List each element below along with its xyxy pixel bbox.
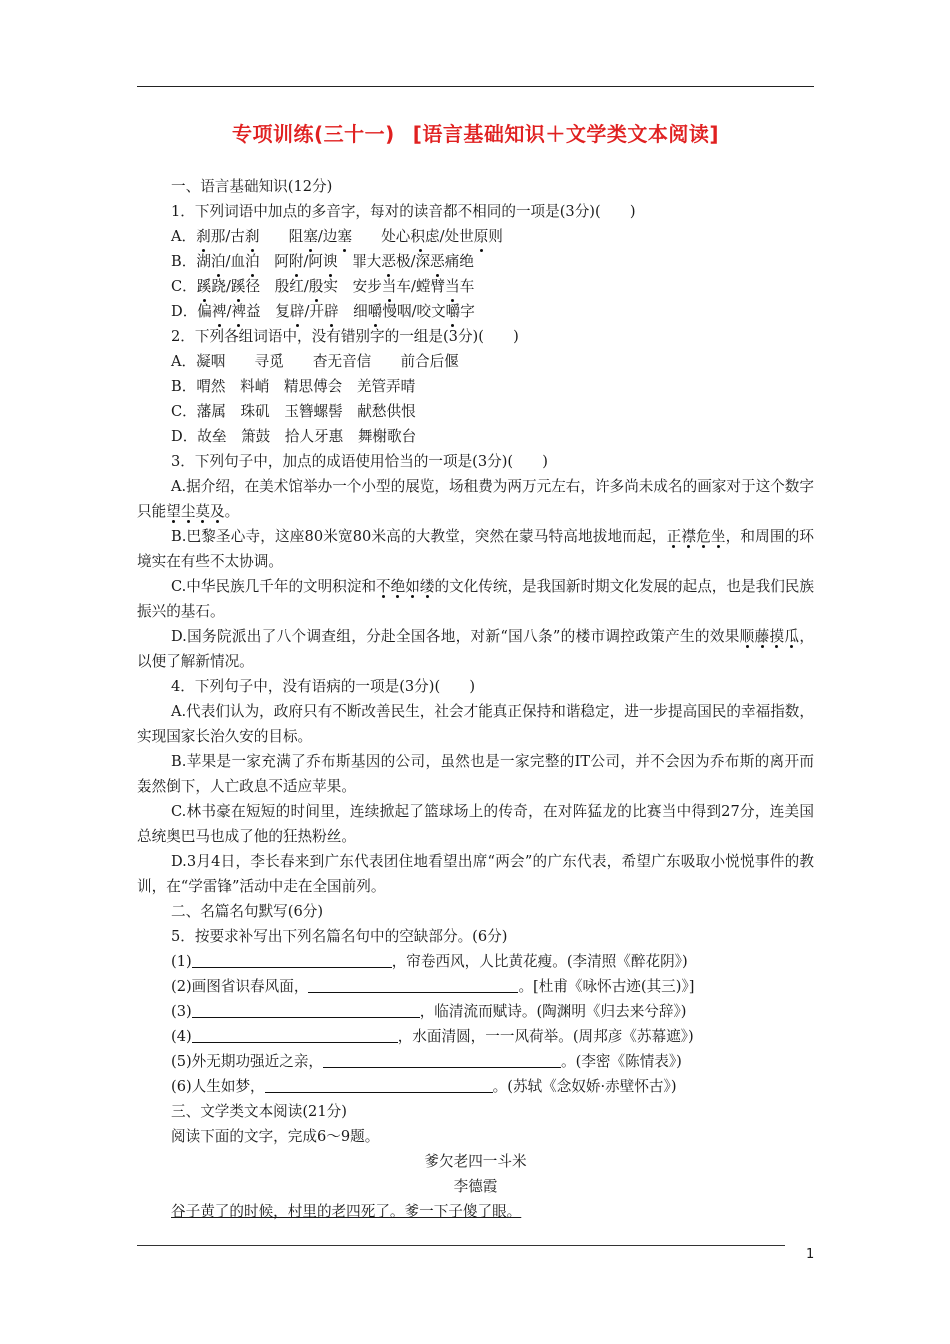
q2-option-c: C．藩属 珠矶 玉簪螺髻 献愁供恨 (171, 403, 416, 420)
question-4: 4．下列句子中，没有语病的一项是(3分)( ) (171, 678, 476, 695)
q3-option-c: C.中华民族几千年的文明积淀和不绝如缕的文化传统，是我国新时期文化发展的起点，也是我们民族振兴的基石。 (137, 578, 814, 620)
q1-option-a: A．刹那/古刹 阻塞/边塞 处心积虑/处世原则 (137, 224, 814, 249)
answer-blank (308, 976, 518, 993)
q1-option-d: D．偏裨/裨益 复辟/开辟 细嚼慢咽/咬文嚼字 (137, 299, 814, 324)
answer-blank (192, 1026, 398, 1043)
dotted-idiom: 正襟危坐 (666, 528, 726, 545)
q3-option-d: D.国务院派出了八个调查组，分赴全国各地，对新“国八条”的楼市调控政策产生的效果顺藤摸瓜，以便了解新情况。 (137, 628, 814, 670)
story-first-line: 谷子黄了的时候，村里的老四死了。爹一下子傻了眼。 (171, 1203, 522, 1220)
q3-option-a: A.据介绍，在美术馆举办一个小型的展览，场租费为两万元左右，许多尚未成名的画家对于这个数字只能望尘莫及。 (137, 478, 814, 520)
page-title (137, 118, 814, 147)
dotted-idiom: 不绝如缕 (376, 578, 435, 595)
q5-item-2: (2)画图省识春风面， 。[杜甫《咏怀古迹(其三)》] (171, 978, 695, 995)
story-title: 爹欠老四一斗米 (424, 1153, 527, 1170)
q2-option-d: D．故垒 箫鼓 拾人牙惠 舞榭歌台 (171, 428, 417, 445)
document-body (137, 174, 814, 1224)
reading-instruction: 阅读下面的文字，完成6～9题。 (171, 1128, 380, 1145)
q5-item-1: (1) ，帘卷西风，人比黄花瘦。(李清照《醉花阴》) (171, 953, 688, 970)
q5-item-6: (6)人生如梦， 。(苏轼《念奴娇·赤壁怀古》) (171, 1078, 677, 1095)
section-1-heading: 一、语言基础知识(12分) (171, 178, 333, 195)
header-rule (137, 86, 814, 87)
q4-option-b: B.苹果是一家充满了乔布斯基因的公司，虽然也是一家完整的IT公司，并不会因为乔布斯的离开而轰然倒下，人亡政息不适应苹果。 (137, 753, 814, 795)
section-2-heading: 二、名篇名句默写(6分) (171, 903, 324, 920)
q2-option-b: B．喟然 料峭 精思傅会 羌管弄晴 (171, 378, 416, 395)
q1-option-b: B．湖泊/血泊 阿附/阿谀 罪大恶极/深恶痛绝 (137, 249, 814, 274)
dotted-idiom: 望尘莫及 (166, 503, 225, 520)
q4-option-d: D.3月4日，李长春来到广东代表团住地看望出席“两会”的广东代表，希望广东吸取小悦悦事件的教训，在“学雷锋”活动中走在全国前列。 (137, 853, 814, 895)
section-3-heading: 三、文学类文本阅读(21分) (171, 1103, 347, 1120)
q5-item-4: (4) ，水面清圆，一一风荷举。(周邦彦《苏幕遮》) (171, 1028, 694, 1045)
footer-rule (137, 1245, 785, 1246)
title-sub: [语言基础知识＋文学类文本阅读] (412, 122, 720, 146)
page-number: 1 (806, 1247, 815, 1262)
answer-blank (265, 1076, 493, 1093)
q2-option-a: A．凝咽 寻觅 杳无音信 前合后偃 (171, 353, 459, 370)
q3-option-b: B.巴黎圣心寺，这座80米宽80米高的大教堂，突然在蒙马特高地拔地而起，正襟危坐，和周围的环境实在有些不太协调。 (137, 528, 814, 570)
answer-blank (192, 951, 392, 968)
q5-item-3: (3) ，临清流而赋诗。(陶渊明《归去来兮辞》) (171, 1003, 687, 1020)
question-2: 2．下列各组词语中，没有错别字的一组是(3分)( ) (171, 328, 519, 345)
answer-blank (323, 1051, 561, 1068)
answer-blank (192, 1001, 420, 1018)
question-5: 5．按要求补写出下列名篇名句中的空缺部分。(6分) (171, 928, 508, 945)
q1-option-c: C．蹊跷/蹊径 殷红/殷实 安步当车/螳臂当车 (137, 274, 814, 299)
story-author: 李德霞 (453, 1178, 498, 1195)
q4-option-a: A.代表们认为，政府只有不断改善民生，社会才能真正保持和谐稳定，进一步提高国民的幸福指数，实现国家长治久安的目标。 (137, 703, 814, 745)
title-main: 专项训练(三十一) (231, 122, 395, 146)
question-3: 3．下列句子中，加点的成语使用恰当的一项是(3分)( ) (171, 453, 549, 470)
question-1: 1．下列词语中加点的多音字，每对的读音都不相同的一项是(3分)( ) (171, 203, 636, 220)
q5-item-5: (5)外无期功强近之亲， 。(李密《陈情表》) (171, 1053, 682, 1070)
dotted-idiom: 顺藤摸瓜 (739, 628, 800, 645)
q4-option-c: C.林书豪在短短的时间里，连续掀起了篮球场上的传奇，在对阵猛龙的比赛当中得到27分，连美国总统奥巴马也成了他的狂热粉丝。 (137, 803, 814, 845)
